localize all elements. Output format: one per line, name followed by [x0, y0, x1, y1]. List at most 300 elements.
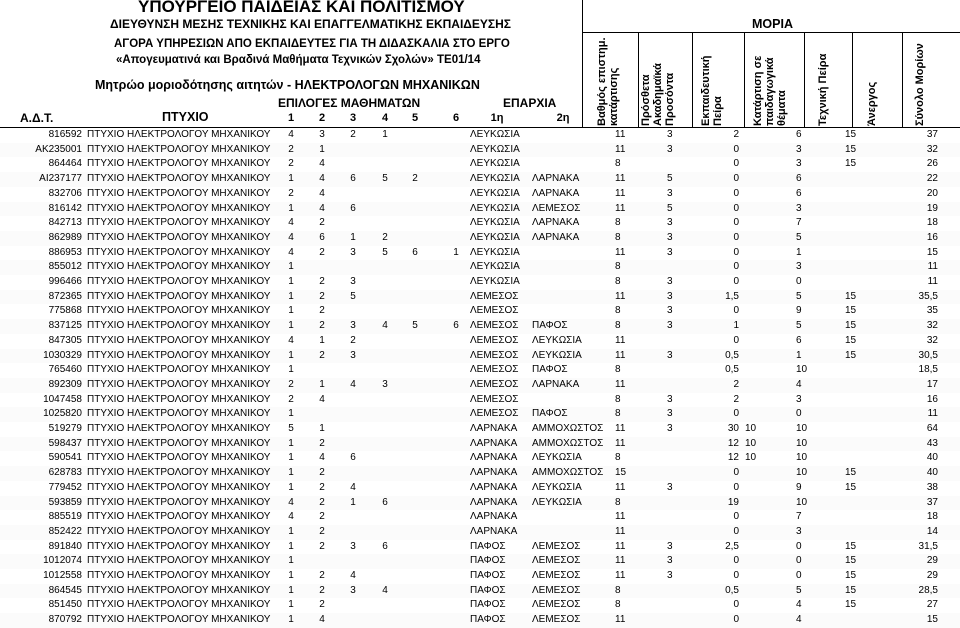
technical-exp-points: 1: [796, 349, 802, 361]
applicant-id: 775868: [48, 305, 82, 317]
degree-title: ΠΤΥΧΙΟ ΗΛΕΚΤΡΟΛΟΓΟΥ ΜΗΧΑΝΙΚΟΥ: [87, 143, 271, 155]
total-points: 35: [926, 305, 938, 317]
unemployed-points: 15: [845, 467, 857, 479]
table-row: [0, 525, 960, 540]
province-first: ΛΕΜΕΣΟΣ: [470, 364, 519, 376]
province-first: ΛΕΜΕΣΟΣ: [470, 349, 519, 361]
lesson-choice-1: 2: [288, 378, 294, 390]
lesson-number-2: 2: [318, 112, 326, 124]
extra-quals-points: 3: [667, 231, 673, 243]
lesson-choice-3: 3: [350, 276, 356, 287]
lesson-choice-2: 6: [319, 231, 325, 243]
lesson-choice-1: 1: [288, 408, 294, 420]
lesson-choice-5: 2: [412, 173, 418, 185]
technical-exp-points: 3: [796, 393, 802, 405]
lesson-choice-4: 5: [382, 246, 388, 258]
extra-quals-points: 3: [667, 305, 673, 317]
lesson-choice-2: 4: [319, 202, 325, 214]
grade-points: 8: [615, 496, 621, 508]
extra-quals-points: 3: [667, 481, 673, 493]
table-row: [0, 246, 960, 261]
degree-title: ΠΤΥΧΙΟ ΗΛΕΚΤΡΟΛΟΓΟΥ ΜΗΧΑΝΙΚΟΥ: [87, 584, 271, 596]
technical-exp-points: 4: [796, 378, 802, 390]
province-first: ΛΑΡΝΑΚΑ: [470, 452, 518, 464]
degree-title: ΠΤΥΧΙΟ ΗΛΕΚΤΡΟΛΟΓΟΥ ΜΗΧΑΝΙΚΟΥ: [87, 540, 271, 552]
applicant-id: 837125: [48, 320, 82, 332]
lesson-choice-2: 2: [319, 584, 325, 596]
lesson-choice-1: 1: [288, 481, 294, 493]
province-first: ΛΕΜΕΣΟΣ: [470, 305, 519, 317]
extra-quals-points: 3: [667, 423, 673, 434]
lesson-choice-1: 2: [288, 143, 294, 155]
applicant-id: AI237177: [39, 173, 82, 185]
province-second: ΛΕΜΕΣΟΣ: [532, 202, 581, 214]
lesson-choice-4: 1: [382, 129, 388, 140]
lesson-choice-4: 2: [382, 231, 388, 243]
lesson-choice-3: 4: [350, 378, 356, 390]
province-first: ΛΕΥΚΩΣΙΑ: [470, 246, 520, 258]
total-points: 32: [926, 143, 938, 155]
table-row: [0, 319, 960, 334]
lesson-choice-1: 1: [288, 555, 294, 567]
header-divider: [804, 32, 805, 128]
total-points: 27: [926, 599, 938, 611]
province-first: ΛΕΥΚΩΣΙΑ: [470, 217, 520, 229]
technical-exp-points: 5: [796, 290, 802, 302]
lesson-choice-2: 1: [319, 334, 325, 346]
lessons-label: ΕΠΙΛΟΓΕΣ ΜΑΘΗΜΑΤΩΝ: [278, 96, 421, 110]
unemployed-points: 15: [845, 320, 857, 332]
lesson-choice-2: 2: [319, 276, 325, 287]
total-points: 15: [926, 614, 938, 626]
grade-points: 11: [615, 378, 626, 390]
teaching-exp-points: 0: [733, 261, 739, 273]
total-points: 11: [927, 276, 938, 287]
total-points: 11: [927, 408, 938, 420]
province-first: ΛΑΡΝΑΚΑ: [470, 496, 518, 508]
lesson-choice-2: 2: [319, 437, 325, 449]
province-second: ΛΑΡΝΑΚΑ: [532, 217, 580, 229]
grade-points: 15: [615, 467, 627, 479]
table-row: [0, 275, 960, 290]
extra-quals-points: 3: [667, 393, 673, 405]
applicant-id: 1030329: [43, 349, 82, 361]
applicant-id: 1012074: [43, 555, 82, 567]
grade-points: 8: [615, 320, 621, 332]
degree-title: ΠΤΥΧΙΟ ΗΛΕΚΤΡΟΛΟΓΟΥ ΜΗΧΑΝΙΚΟΥ: [87, 525, 271, 537]
teaching-exp-points: 0: [733, 305, 739, 317]
province-second: ΛΕΜΕΣΟΣ: [532, 614, 581, 626]
teaching-exp-points: 1: [733, 320, 739, 332]
province-choice-1: 1η: [490, 112, 504, 124]
total-points: 16: [926, 393, 938, 405]
degree-title: ΠΤΥΧΙΟ ΗΛΕΚΤΡΟΛΟΓΟΥ ΜΗΧΑΝΙΚΟΥ: [87, 334, 271, 346]
lesson-choice-1: 1: [288, 364, 294, 376]
technical-exp-points: 0: [796, 540, 802, 552]
degree-title: ΠΤΥΧΙΟ ΗΛΕΚΤΡΟΛΟΓΟΥ ΜΗΧΑΝΙΚΟΥ: [87, 305, 271, 317]
table-row: [0, 540, 960, 555]
lesson-choice-1: 4: [288, 231, 294, 243]
applicant-id: 864464: [48, 158, 82, 170]
extra-quals-points: 3: [667, 246, 673, 258]
province-first: ΛΕΜΕΣΟΣ: [470, 290, 519, 302]
applicant-id: 832706: [48, 187, 82, 199]
lesson-choice-1: 4: [288, 511, 294, 523]
total-points: 32: [926, 320, 938, 332]
grade-points: 11: [615, 129, 626, 140]
header-divider: [638, 32, 639, 128]
header-divider: [692, 32, 693, 128]
province-second: ΑΜΜΟΧΩΣΤΟΣ: [532, 467, 604, 479]
applicant-id: 842713: [48, 217, 82, 229]
total-points: 40: [926, 452, 938, 464]
technical-exp-points: 3: [796, 202, 802, 214]
technical-exp-points: 10: [796, 437, 808, 449]
province-first: ΛΑΡΝΑΚΑ: [470, 525, 518, 537]
technical-exp-points: 0: [796, 555, 802, 567]
teaching-exp-points: 12: [727, 452, 739, 464]
grade-points: 11: [615, 437, 626, 449]
lesson-choice-1: 1: [288, 614, 294, 626]
unemployed-points: 15: [845, 143, 857, 155]
lesson-choice-4: 3: [382, 378, 388, 390]
lesson-choice-3: 3: [350, 320, 356, 332]
teaching-exp-points: 0: [733, 408, 739, 420]
teaching-exp-points: 12: [727, 437, 739, 449]
lesson-choice-4: 4: [382, 584, 388, 596]
degree-title: ΠΤΥΧΙΟ ΗΛΕΚΤΡΟΛΟΓΟΥ ΜΗΧΑΝΙΚΟΥ: [87, 423, 271, 434]
lesson-choice-1: 1: [288, 584, 294, 596]
unemployed-points: 15: [845, 584, 857, 596]
document-header: [0, 0, 960, 128]
grade-points: 8: [615, 305, 621, 317]
table-row: [0, 260, 960, 275]
lesson-choice-3: 4: [350, 570, 356, 581]
lesson-choice-1: 1: [288, 261, 294, 273]
table-row: [0, 554, 960, 569]
applicant-id: 996466: [48, 276, 82, 287]
grade-points: 8: [615, 158, 621, 170]
teaching-exp-points: 0: [733, 614, 739, 626]
lesson-choice-6: 1: [453, 246, 459, 258]
grade-points: 11: [615, 334, 626, 346]
grade-points: 11: [615, 423, 626, 434]
table-row: [0, 496, 960, 511]
province-second: ΠΑΦΟΣ: [532, 364, 568, 376]
technical-exp-points: 6: [796, 173, 802, 185]
teaching-exp-points: 0: [733, 481, 739, 493]
total-points: 17: [926, 378, 938, 390]
teaching-exp-points: 0: [733, 173, 739, 185]
lesson-choice-2: 4: [319, 452, 325, 464]
col-technical-exp-header: Τεχνική Πείρα: [817, 53, 829, 126]
applicant-id: 598437: [48, 437, 82, 449]
total-points: 37: [926, 496, 938, 508]
table-row: [0, 481, 960, 496]
degree-title: ΠΤΥΧΙΟ ΗΛΕΚΤΡΟΛΟΓΟΥ ΜΗΧΑΝΙΚΟΥ: [87, 599, 271, 611]
province-second: ΛΑΡΝΑΚΑ: [532, 173, 580, 185]
extra-quals-points: 3: [667, 290, 673, 302]
unemployed-points: 15: [845, 158, 857, 170]
teaching-exp-points: 30: [727, 423, 739, 434]
degree-title: ΠΤΥΧΙΟ ΗΛΕΚΤΡΟΛΟΓΟΥ ΜΗΧΑΝΙΚΟΥ: [87, 187, 271, 199]
lesson-number-6: 6: [452, 112, 460, 124]
lesson-choice-2: 2: [319, 305, 325, 317]
teaching-exp-points: 0: [733, 246, 739, 258]
total-points: 38: [926, 481, 938, 493]
lesson-choice-1: 1: [288, 525, 294, 537]
teaching-exp-points: 0: [733, 334, 739, 346]
lesson-choice-2: 1: [319, 423, 325, 434]
total-points: 31,5: [918, 540, 938, 552]
pedagogy-points: 10: [745, 452, 757, 464]
applicant-id: 862989: [48, 231, 82, 243]
extra-quals-points: 3: [667, 129, 673, 140]
technical-exp-points: 5: [796, 231, 802, 243]
degree-title: ΠΤΥΧΙΟ ΗΛΕΚΤΡΟΛΟΓΟΥ ΜΗΧΑΝΙΚΟΥ: [87, 320, 271, 332]
technical-exp-points: 6: [796, 334, 802, 346]
applicant-id: 886953: [48, 246, 82, 258]
lesson-number-4: 4: [381, 112, 389, 124]
province-first: ΛΕΜΕΣΟΣ: [470, 320, 519, 332]
province-second: ΛΕΥΚΩΣΙΑ: [532, 452, 582, 464]
table-row: [0, 143, 960, 158]
degree-title: ΠΤΥΧΙΟ ΗΛΕΚΤΡΟΛΟΓΟΥ ΜΗΧΑΝΙΚΟΥ: [87, 202, 271, 214]
province-second: ΛΕΜΕΣΟΣ: [532, 555, 581, 567]
extra-quals-points: 3: [667, 143, 673, 155]
teaching-exp-points: 0: [733, 570, 739, 581]
tender-line-1: ΑΓΟΡΑ ΥΠΗΡΕΣΙΩΝ ΑΠΟ ΕΚΠΑΙΔΕΥΤΕΣ ΓΙΑ ΤΗ ΔΙΔΑΣΚΑΛΙΑ ΣΤΟ ΕΡΓΟ: [114, 38, 510, 50]
applicant-id: 870792: [48, 614, 82, 626]
unemployed-points: 15: [845, 290, 857, 302]
grade-points: 8: [615, 599, 621, 611]
lesson-choice-1: 1: [288, 276, 294, 287]
province-first: ΛΕΥΚΩΣΙΑ: [470, 276, 520, 287]
table-row: [0, 613, 960, 628]
teaching-exp-points: 0,5: [725, 349, 739, 361]
degree-title: ΠΤΥΧΙΟ ΗΛΕΚΤΡΟΛΟΓΟΥ ΜΗΧΑΝΙΚΟΥ: [87, 349, 271, 361]
lesson-choice-1: 2: [288, 158, 294, 170]
technical-exp-points: 9: [796, 305, 802, 317]
technical-exp-points: 9: [796, 481, 802, 493]
lesson-choice-2: 4: [319, 187, 325, 199]
unemployed-points: 15: [845, 129, 857, 140]
technical-exp-points: 6: [796, 187, 802, 199]
lesson-choice-3: 3: [350, 246, 356, 258]
province-choice-2: 2η: [556, 112, 570, 124]
pedagogy-points: 10: [745, 437, 757, 449]
header-divider: [744, 32, 745, 128]
technical-exp-points: 0: [796, 408, 802, 420]
lesson-choice-1: 4: [288, 217, 294, 229]
unemployed-points: 15: [845, 570, 857, 581]
province-second: ΠΑΦΟΣ: [532, 408, 568, 420]
lesson-number-5: 5: [411, 112, 419, 124]
lesson-choice-2: 2: [319, 320, 325, 332]
total-points: 35,5: [918, 290, 938, 302]
extra-quals-points: 3: [667, 320, 673, 332]
extra-quals-points: 3: [667, 540, 673, 552]
province-second: ΛΕΜΕΣΟΣ: [532, 584, 581, 596]
table-row: [0, 157, 960, 172]
teaching-exp-points: 0: [733, 467, 739, 479]
province-second: ΑΜΜΟΧΩΣΤΟΣ: [532, 423, 604, 434]
grade-points: 11: [615, 173, 626, 185]
col-degree-header: ΠΤΥΧΙΟ: [162, 110, 209, 124]
province-first: ΛΕΥΚΩΣΙΑ: [470, 187, 520, 199]
lesson-choice-6: 6: [453, 320, 459, 332]
unemployed-points: 15: [845, 305, 857, 317]
grade-points: 11: [615, 349, 626, 361]
technical-exp-points: 10: [796, 452, 808, 464]
table-row: [0, 304, 960, 319]
technical-exp-points: 4: [796, 599, 802, 611]
total-points: 20: [926, 187, 938, 199]
grade-points: 8: [615, 408, 621, 420]
table-row: [0, 172, 960, 187]
province-second: ΛΕΜΕΣΟΣ: [532, 570, 581, 581]
unemployed-points: 15: [845, 599, 857, 611]
lesson-choice-3: 2: [350, 334, 356, 346]
teaching-exp-points: 2: [733, 378, 739, 390]
lesson-choice-2: 2: [319, 496, 325, 508]
lesson-number-1: 1: [287, 112, 295, 124]
lesson-choice-1: 1: [288, 540, 294, 552]
pedagogy-points: 10: [745, 423, 757, 434]
grade-points: 8: [615, 217, 621, 229]
table-row: [0, 466, 960, 481]
degree-title: ΠΤΥΧΙΟ ΗΛΕΚΤΡΟΛΟΓΟΥ ΜΗΧΑΝΙΚΟΥ: [87, 496, 271, 508]
unemployed-points: 15: [845, 540, 857, 552]
degree-title: ΠΤΥΧΙΟ ΗΛΕΚΤΡΟΛΟΓΟΥ ΜΗΧΑΝΙΚΟΥ: [87, 511, 271, 523]
applicant-id: 885519: [48, 511, 82, 523]
lesson-choice-4: 6: [382, 540, 388, 552]
col-total-header: Σύνολο Μορίων: [914, 43, 926, 126]
table-row: [0, 584, 960, 599]
degree-title: ΠΤΥΧΙΟ ΗΛΕΚΤΡΟΛΟΓΟΥ ΜΗΧΑΝΙΚΟΥ: [87, 129, 271, 140]
teaching-exp-points: 0: [733, 217, 739, 229]
table-row: [0, 349, 960, 364]
table-row: [0, 363, 960, 378]
lesson-choice-2: 1: [319, 143, 325, 155]
teaching-exp-points: 0: [733, 202, 739, 214]
table-row: [0, 290, 960, 305]
degree-title: ΠΤΥΧΙΟ ΗΛΕΚΤΡΟΛΟΓΟΥ ΜΗΧΑΝΙΚΟΥ: [87, 408, 271, 420]
col-pedagogy-header: Κατάρτιση σε παιδαγωγικά θέματα: [752, 55, 788, 126]
degree-title: ΠΤΥΧΙΟ ΗΛΕΚΤΡΟΛΟΓΟΥ ΜΗΧΑΝΙΚΟΥ: [87, 570, 271, 581]
teaching-exp-points: 2: [733, 393, 739, 405]
header-divider: [852, 32, 853, 128]
lesson-choice-2: 2: [319, 525, 325, 537]
teaching-exp-points: 2,5: [725, 540, 739, 552]
province-first: ΠΑΦΟΣ: [470, 555, 506, 567]
technical-exp-points: 10: [796, 364, 808, 376]
total-points: 32: [926, 334, 938, 346]
col-teaching-exp-header: Εκπαιδευτική Πείρα: [700, 55, 724, 126]
applicant-id: 891840: [48, 540, 82, 552]
technical-exp-points: 3: [796, 158, 802, 170]
degree-title: ΠΤΥΧΙΟ ΗΛΕΚΤΡΟΛΟΓΟΥ ΜΗΧΑΝΙΚΟΥ: [87, 393, 271, 405]
province-second: ΛΑΡΝΑΚΑ: [532, 378, 580, 390]
province-second: ΛΑΡΝΑΚΑ: [532, 231, 580, 243]
unemployed-points: 15: [845, 334, 857, 346]
lesson-choice-2: 2: [319, 599, 325, 611]
province-second: ΛΕΥΚΩΣΙΑ: [532, 496, 582, 508]
directorate-title: ΔΙΕΥΘΥΝΣΗ ΜΕΣΗΣ ΤΕΧΝΙΚΗΣ ΚΑΙ ΕΠΑΓΓΕΛΜΑΤΙΚΗΣ ΕΚΠΑΙΔΕΥΣΗΣ: [110, 17, 511, 31]
lesson-choice-2: 4: [319, 614, 325, 626]
province-first: ΠΑΦΟΣ: [470, 584, 506, 596]
table-row: [0, 202, 960, 217]
teaching-exp-points: 0: [733, 555, 739, 567]
applicant-id: 779452: [48, 481, 82, 493]
lesson-choice-3: 1: [350, 231, 356, 243]
province-second: ΑΜΜΟΧΩΣΤΟΣ: [532, 437, 604, 449]
extra-quals-points: 5: [667, 173, 673, 185]
teaching-exp-points: 0: [733, 143, 739, 155]
lesson-choice-1: 4: [288, 496, 294, 508]
table-row: [0, 422, 960, 437]
teaching-exp-points: 19: [727, 496, 739, 508]
grade-points: 11: [615, 570, 626, 581]
applicant-id: 519279: [48, 423, 82, 434]
province-first: ΛΕΥΚΩΣΙΑ: [470, 202, 520, 214]
lesson-choice-2: 1: [319, 378, 325, 390]
lesson-choice-1: 4: [288, 334, 294, 346]
total-points: 14: [926, 525, 938, 537]
applicant-id: 1025820: [43, 408, 82, 420]
applicant-id: 590541: [48, 452, 82, 464]
applicant-id: 851450: [48, 599, 82, 611]
grade-points: 8: [615, 261, 621, 273]
lesson-choice-1: 4: [288, 246, 294, 258]
extra-quals-points: 3: [667, 570, 673, 581]
degree-title: ΠΤΥΧΙΟ ΗΛΕΚΤΡΟΛΟΓΟΥ ΜΗΧΑΝΙΚΟΥ: [87, 555, 271, 567]
lesson-choice-1: 2: [288, 393, 294, 405]
degree-title: ΠΤΥΧΙΟ ΗΛΕΚΤΡΟΛΟΓΟΥ ΜΗΧΑΝΙΚΟΥ: [87, 290, 271, 302]
applicant-id: 872365: [48, 290, 82, 302]
total-points: 64: [926, 423, 938, 434]
technical-exp-points: 3: [796, 525, 802, 537]
technical-exp-points: 5: [796, 320, 802, 332]
teaching-exp-points: 0,5: [725, 584, 739, 596]
table-row: [0, 407, 960, 422]
lesson-choice-2: 2: [319, 540, 325, 552]
extra-quals-points: 3: [667, 276, 673, 287]
province-second: ΛΕΥΚΩΣΙΑ: [532, 481, 582, 493]
teaching-exp-points: 0: [733, 525, 739, 537]
total-points: 43: [926, 437, 938, 449]
col-unemployed-header: Άνεργος: [866, 81, 878, 126]
applicants-table: [0, 128, 960, 626]
extra-quals-points: 3: [667, 555, 673, 567]
total-points: 18: [926, 511, 938, 523]
teaching-exp-points: 0: [733, 599, 739, 611]
teaching-exp-points: 0,5: [725, 364, 739, 376]
technical-exp-points: 10: [796, 423, 808, 434]
grade-points: 8: [615, 276, 621, 287]
unemployed-points: 15: [845, 481, 857, 493]
grade-points: 8: [615, 364, 621, 376]
technical-exp-points: 0: [796, 570, 802, 581]
table-row: [0, 378, 960, 393]
table-row: [0, 216, 960, 231]
degree-title: ΠΤΥΧΙΟ ΗΛΕΚΤΡΟΛΟΓΟΥ ΜΗΧΑΝΙΚΟΥ: [87, 378, 271, 390]
teaching-exp-points: 0: [733, 511, 739, 523]
technical-exp-points: 4: [796, 614, 802, 626]
grade-points: 11: [615, 614, 626, 626]
province-second: ΠΑΦΟΣ: [532, 320, 568, 332]
grade-points: 11: [615, 555, 626, 567]
